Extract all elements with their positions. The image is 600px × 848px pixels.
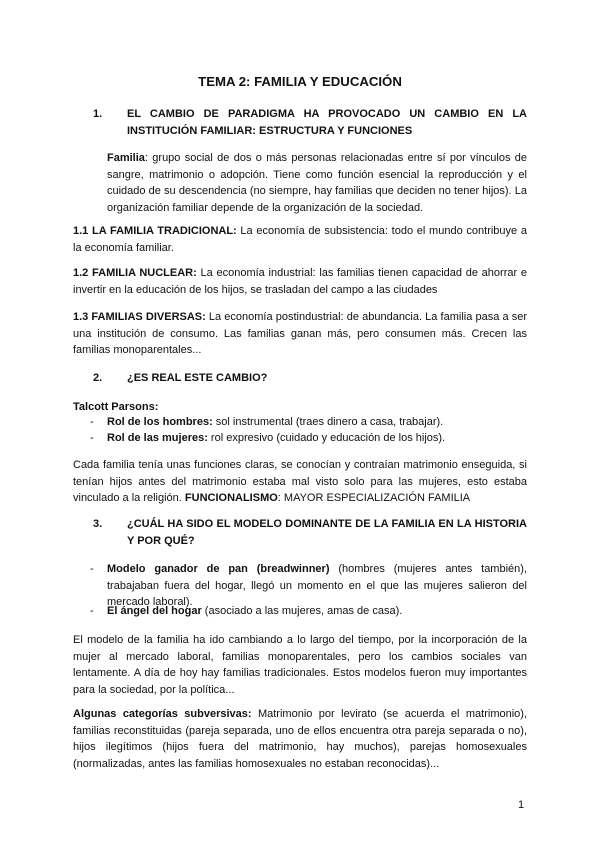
- subsection-1-1-text: La economía de subsistencia: todo el mundo contribuye a la economía familiar.: [73, 225, 527, 254]
- subsection-1-2-text: La economía industrial: las familias tienen capacidad de ahorrar e invertir en la educación de los hijos, se trasladan del campo a las ciudades: [73, 267, 527, 296]
- section-1-heading-text: EL CAMBIO DE PARADIGMA HA PROVOCADO UN CAMBIO EN LA INSTITUCIÓN FAMILIAR: ESTRUCTURA Y FUNCIONES: [127, 108, 527, 137]
- subsection-1-3: [73, 309, 527, 359]
- bullet-text: rol expresivo (cuidado y educación de los hijos).: [207, 432, 446, 444]
- section-3-heading: [93, 516, 527, 549]
- document-title: TEMA 2: FAMILIA Y EDUCACIÓN: [198, 74, 402, 89]
- bullet-label: Rol de las mujeres:: [107, 432, 208, 444]
- section-1-heading: [93, 106, 527, 139]
- subversive-categories-paragraph: [73, 706, 527, 772]
- familia-term: Familia: [107, 152, 145, 164]
- list-item: [90, 603, 527, 620]
- bullet-dash: -: [90, 563, 94, 575]
- familia-definition: [107, 150, 527, 216]
- bullet-text: (hombres (mujeres antes también), trabajaban fuera del hogar, llegó un momento en el que las mujeres salieron del mercado laboral).: [107, 563, 527, 608]
- subsection-1-1: [73, 223, 527, 256]
- section-3-heading-text: ¿CUÁL HA SIDO EL MODELO DOMINANTE DE LA FAMILIA EN LA HISTORIA Y POR QUÉ?: [127, 518, 527, 547]
- section-3-number: 3.: [93, 518, 103, 530]
- subsection-1-2: [73, 265, 527, 298]
- section-2-heading-text: ¿ES REAL ESTE CAMBIO?: [127, 372, 268, 384]
- section-2-heading: [93, 370, 527, 387]
- section-1-number: 1.: [93, 108, 103, 120]
- subversive-categories-label: Algunas categorías subversivas:: [73, 708, 252, 720]
- parsons-paragraph-text: Cada familia tenía unas funciones claras, se conocían y contraían matrimonio enseguida, si tenían hijos antes del matrimonio estaba mal visto solo para las mujeres, esto estaba vinculado a la religión.: [73, 459, 527, 504]
- bullet-dash: -: [90, 605, 94, 617]
- page-number: 1: [518, 799, 525, 811]
- funcionalismo-term: FUNCIONALISMO: [184, 492, 278, 504]
- model-paragraph: El modelo de la familia ha ido cambiando a lo largo del tiempo, por la incorporación de la mujer al mercado laboral, familias monoparentales, pero los cambios sociales van lentamente. A día de hoy hay familias tradicionales. Estos modelos fueron muy importantes para la sociedad, por la política...: [73, 634, 527, 696]
- familia-definition-text: : grupo social de dos o más personas relacionadas entre sí por vínculos de sangre, matrimonio o adopción. Tiene como función esencial la reproducción y el cuidado de su descendencia (no siempre, hay familias que deciden no tener hijos). La organización familiar depende de la organización de la sociedad.: [107, 152, 527, 214]
- bullet-label: Modelo ganador de pan (breadwinner): [107, 563, 330, 575]
- section-2-number: 2.: [93, 372, 103, 384]
- list-item: [90, 414, 527, 431]
- parsons-paragraph-tail: : MAYOR ESPECIALIZACIÓN FAMILIA: [277, 492, 471, 504]
- subsection-1-3-label: 1.3 FAMILIAS DIVERSAS:: [73, 311, 206, 323]
- bullet-dash: -: [90, 432, 94, 444]
- subsection-1-3-text: La economía postindustrial: de abundancia. La familia pasa a ser una institución de consumo. Las familias ganan más, pero consumen más. Crecen las familias monoparentales...: [73, 311, 527, 356]
- bullet-label: Rol de los hombres:: [107, 416, 213, 428]
- bullet-text: sol instrumental (traes dinero a casa, trabajar).: [212, 416, 444, 428]
- bullet-dash: -: [90, 416, 94, 428]
- list-item: [90, 430, 527, 447]
- bullet-label: El ángel del hogar: [107, 605, 202, 617]
- subversive-categories-text: Matrimonio por levirato (se acuerda el matrimonio), familias reconstituidas (pareja separada, uno de ellos encuentra otra pareja separada o no), hijos ilegítimos (hijos fuera del matrimonio, hay muchos), parejas homosexuales (normalizadas, antes las familias homosexuales no estaban reconocidas)...: [73, 708, 528, 770]
- subsection-1-2-label: 1.2 FAMILIA NUCLEAR:: [73, 267, 197, 279]
- parsons-heading: Talcott Parsons:: [73, 401, 159, 413]
- parsons-paragraph: [73, 457, 527, 507]
- bullet-text: (asociado a las mujeres, amas de casa).: [201, 605, 403, 617]
- subsection-1-1-label: 1.1 LA FAMILIA TRADICIONAL:: [73, 225, 237, 237]
